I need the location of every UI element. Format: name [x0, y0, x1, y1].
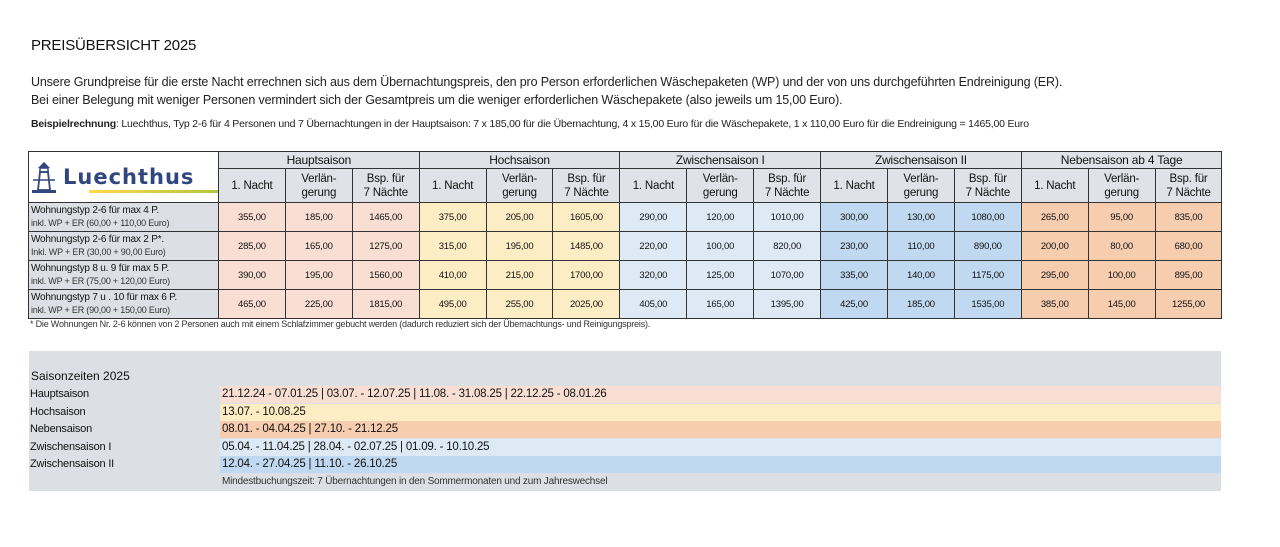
price-cell: 185,00 — [285, 203, 352, 232]
column-header — [285, 169, 352, 203]
price-cell: 1080,00 — [954, 203, 1021, 232]
price-cell: 140,00 — [887, 261, 954, 290]
logo — [29, 152, 218, 202]
season-name: Nebensaison — [30, 423, 93, 435]
apartment-type: Wohnungstyp 2-6 für max 4 P. — [31, 205, 159, 216]
price-cell: 375,00 — [419, 203, 486, 232]
price-cell: 385,00 — [1021, 290, 1088, 319]
price-cell: 100,00 — [687, 232, 754, 261]
intro-line-2: Bei einer Belegung mit weniger Personen vermindert sich der Gesamtpreis um die weniger erforderlichen Wäschepakete (also jeweils um 15,00 Euro). — [31, 93, 843, 107]
price-cell: 1070,00 — [754, 261, 821, 290]
price-cell: 465,00 — [219, 290, 286, 319]
page-title: PREISÜBERSICHT 2025 — [31, 37, 197, 54]
apartment-type: Wohnungstyp 7 u . 10 für max 6 P. — [31, 292, 177, 303]
apartment-included-fees: inkl. WP + ER (60,00 + 110,00 Euro) — [31, 218, 170, 228]
column-header — [352, 169, 419, 203]
apartment-type: Wohnungstyp 8 u. 9 für max 5 P. — [31, 263, 169, 274]
column-header-line-1: Verlän- — [903, 172, 939, 185]
column-header-line-2: gerung — [702, 186, 738, 199]
price-cell: 1255,00 — [1155, 290, 1222, 319]
price-cell: 1010,00 — [754, 203, 821, 232]
column-header-line-1: 1. Nacht — [632, 179, 674, 192]
column-header-line-1: Verlän- — [502, 172, 538, 185]
column-header-line-2: 7 Nächte — [1166, 186, 1211, 199]
season-time-row — [29, 439, 1221, 456]
price-cell: 405,00 — [620, 290, 687, 319]
column-header-line-1: Verlän- — [301, 172, 337, 185]
price-cell: 1275,00 — [352, 232, 419, 261]
price-cell: 895,00 — [1155, 261, 1222, 290]
price-cell: 165,00 — [687, 290, 754, 319]
price-cell: 145,00 — [1088, 290, 1155, 319]
intro-text — [31, 73, 1062, 109]
price-cell: 95,00 — [1088, 203, 1155, 232]
price-cell: 165,00 — [285, 232, 352, 261]
price-cell: 2025,00 — [553, 290, 620, 319]
price-cell: 425,00 — [821, 290, 888, 319]
season-dates: 21.12.24 - 07.01.25 | 03.07. - 12.07.25 | 11.08. - 31.08.25 | 22.12.25 - 08.01.26 — [220, 386, 1221, 403]
price-cell: 390,00 — [219, 261, 286, 290]
column-header-line-1: 1. Nacht — [1034, 179, 1076, 192]
example-calculation — [31, 118, 1029, 130]
price-cell: 215,00 — [486, 261, 553, 290]
column-header — [219, 169, 286, 203]
price-cell: 335,00 — [821, 261, 888, 290]
price-cell: 220,00 — [620, 232, 687, 261]
column-header — [1088, 169, 1155, 203]
column-header-line-1: Verlän- — [1104, 172, 1140, 185]
season-header: Zwischensaison I — [620, 152, 821, 169]
min-stay-note: Mindestbuchungszeit: 7 Übernachtungen in den Sommermonaten und zum Jahreswechsel — [222, 476, 608, 487]
column-header-line-2: gerung — [1104, 186, 1139, 199]
column-header — [954, 169, 1021, 203]
column-header-line-1: Bsp. für — [968, 172, 1007, 185]
logo-text: Luechthus — [63, 165, 195, 189]
season-time-row — [29, 421, 1221, 438]
price-cell: 80,00 — [1088, 232, 1155, 261]
price-cell: 320,00 — [620, 261, 687, 290]
column-header-line-1: Bsp. für — [567, 172, 606, 185]
price-cell: 290,00 — [620, 203, 687, 232]
column-header — [1155, 169, 1222, 203]
column-header-line-2: gerung — [301, 186, 337, 199]
apartment-type: Wohnungstyp 2-6 für max 2 P*. — [31, 234, 164, 245]
column-header-line-1: Verlän- — [702, 172, 738, 185]
price-cell: 315,00 — [419, 232, 486, 261]
price-cell: 835,00 — [1155, 203, 1222, 232]
price-cell: 1485,00 — [553, 232, 620, 261]
column-header-line-2: 7 Nächte — [965, 186, 1011, 199]
season-dates: 12.04. - 27.04.25 | 11.10. - 26.10.25 — [220, 456, 1221, 473]
column-header — [620, 169, 687, 203]
price-cell: 205,00 — [486, 203, 553, 232]
column-header-line-1: 1. Nacht — [231, 179, 273, 192]
example-label: Beispielrechnung — [31, 118, 116, 130]
column-header-line-1: Bsp. für — [1169, 172, 1208, 185]
price-cell: 130,00 — [887, 203, 954, 232]
price-cell: 1560,00 — [352, 261, 419, 290]
price-cell: 1465,00 — [352, 203, 419, 232]
season-name: Hochsaison — [30, 405, 86, 418]
season-header: Zwischensaison II — [821, 152, 1022, 169]
price-cell: 120,00 — [687, 203, 754, 232]
price-cell: 125,00 — [687, 261, 754, 290]
logo-cell — [29, 152, 219, 203]
price-cell: 230,00 — [821, 232, 888, 261]
table-row — [29, 290, 1222, 319]
table-row — [29, 261, 1222, 290]
season-times-panel — [29, 351, 1221, 491]
price-cell: 410,00 — [419, 261, 486, 290]
season-header: Hauptsaison — [219, 152, 420, 169]
price-cell: 355,00 — [219, 203, 286, 232]
price-cell: 195,00 — [285, 261, 352, 290]
price-cell: 200,00 — [1021, 232, 1088, 261]
column-header-line-1: Bsp. für — [768, 172, 807, 185]
price-cell: 110,00 — [887, 232, 954, 261]
season-header: Nebensaison ab 4 Tage — [1021, 152, 1222, 169]
season-name: Zwischensaison II — [30, 458, 115, 470]
apartment-type-cell — [29, 232, 219, 261]
column-header-line-1: 1. Nacht — [833, 179, 875, 192]
column-header-line-2: 7 Nächte — [363, 186, 408, 199]
price-cell: 295,00 — [1021, 261, 1088, 290]
table-row — [29, 232, 1222, 261]
column-header-line-2: 7 Nächte — [564, 186, 609, 199]
column-header — [821, 169, 888, 203]
column-header — [553, 169, 620, 203]
price-cell: 225,00 — [285, 290, 352, 319]
lighthouse-icon — [31, 160, 57, 194]
price-cell: 1605,00 — [553, 203, 620, 232]
column-header-line-2: 7 Nächte — [764, 186, 810, 199]
price-cell: 890,00 — [954, 232, 1021, 261]
apartment-included-fees: Inkl. WP + ER (30,00 + 90,00 Euro) — [31, 247, 166, 257]
price-table — [28, 151, 1222, 319]
season-name: Zwischensaison I — [30, 440, 112, 453]
price-cell: 255,00 — [486, 290, 553, 319]
column-header-line-1: 1. Nacht — [432, 179, 474, 192]
season-dates: 13.07. - 10.08.25 — [220, 404, 1221, 421]
column-header — [1021, 169, 1088, 203]
price-cell: 300,00 — [821, 203, 888, 232]
price-cell: 1395,00 — [754, 290, 821, 319]
column-header-line-2: gerung — [502, 186, 537, 199]
column-header — [486, 169, 553, 203]
apartment-type-cell — [29, 290, 219, 319]
season-time-row — [29, 456, 1221, 473]
price-cell: 1175,00 — [954, 261, 1021, 290]
price-cell: 1535,00 — [954, 290, 1021, 319]
season-name: Hauptsaison — [30, 388, 89, 400]
price-cell: 820,00 — [754, 232, 821, 261]
season-time-row — [29, 404, 1221, 421]
intro-line-1: Unsere Grundpreise für die erste Nacht errechnen sich aus dem Übernachtungspreis, den pro Person erforderlichen Wäschepaketen (WP) und der von uns durchgeführten Endreinigung (ER). — [31, 75, 1063, 89]
column-header — [687, 169, 754, 203]
apartment-type-cell — [29, 261, 219, 290]
price-cell: 195,00 — [486, 232, 553, 261]
apartment-included-fees: inkl. WP + ER (75,00 + 120,00 Euro) — [31, 276, 170, 286]
price-cell: 1815,00 — [352, 290, 419, 319]
season-time-row — [29, 386, 1221, 403]
season-dates: 05.04. - 11.04.25 | 28.04. - 02.07.25 | 01.09. - 10.10.25 — [220, 439, 1221, 456]
season-times-title: Saisonzeiten 2025 — [31, 369, 130, 383]
column-header-line-1: Bsp. für — [366, 172, 405, 185]
price-cell: 495,00 — [419, 290, 486, 319]
column-header — [419, 169, 486, 203]
logo-underline — [89, 190, 219, 193]
price-cell: 285,00 — [219, 232, 286, 261]
example-text: : Luechthus, Typ 2-6 für 4 Personen und 7 Übernachtungen in der Hauptsaison: 7 x 185,00 für die Übernachtung, 4 x 15,00 Euro für die Wäschepakete, 1 x 110,00 Euro für die Endreinigung = 1465,00 Euro — [115, 118, 1029, 130]
footnote: * Die Wohnungen Nr. 2-6 können von 2 Personen auch mit einem Schlafzimmer gebucht werden (dadurch reduziert sich der Übernachtungs- und Reinigungspreis). — [30, 319, 651, 329]
column-header-line-2: gerung — [903, 186, 939, 199]
apartment-included-fees: inkl. WP + ER (90,00 + 150,00 Euro) — [31, 305, 170, 315]
price-cell: 1700,00 — [553, 261, 620, 290]
season-header: Hochsaison — [419, 152, 620, 169]
price-cell: 680,00 — [1155, 232, 1222, 261]
price-cell: 185,00 — [887, 290, 954, 319]
season-dates: 08.01. - 04.04.25 | 27.10. - 21.12.25 — [220, 421, 1221, 438]
price-cell: 265,00 — [1021, 203, 1088, 232]
column-header — [887, 169, 954, 203]
column-header — [754, 169, 821, 203]
apartment-type-cell — [29, 203, 219, 232]
table-row — [29, 203, 1222, 232]
price-cell: 100,00 — [1088, 261, 1155, 290]
